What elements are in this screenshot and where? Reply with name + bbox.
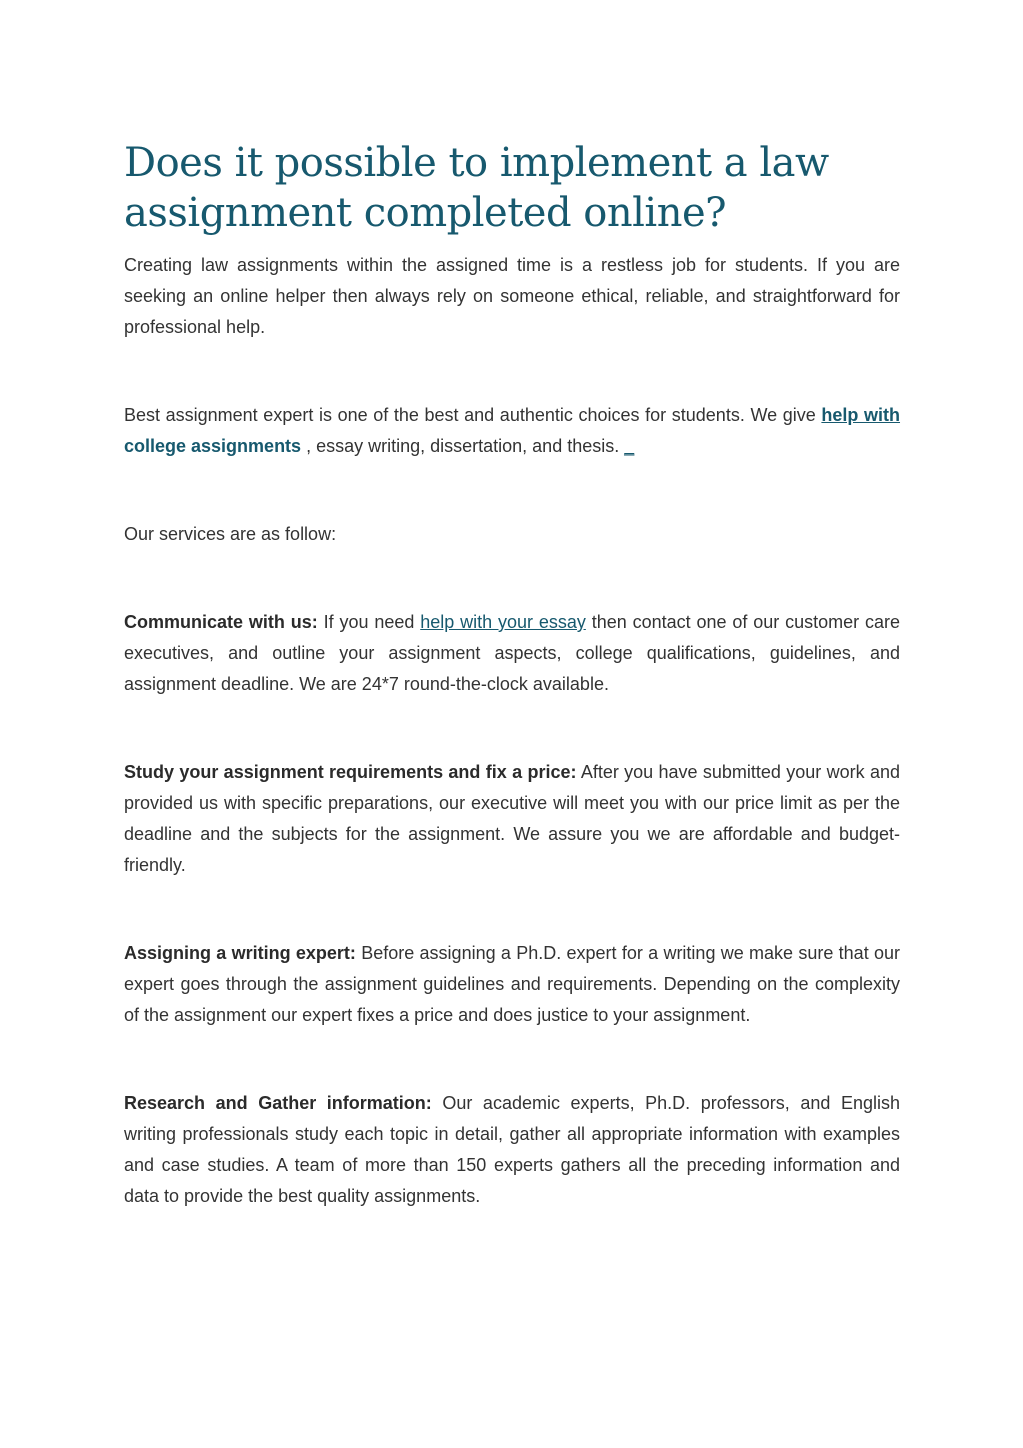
expert-text-before: Best assignment expert is one of the best and authentic choices for students. We give: [124, 405, 822, 425]
service-assigning-text: Before assigning a Ph.D. expert for a writing we make sure that our expert goes through the assignment guidelines and requirements. Depending on the complexity of the assignment our expert fixes a price and does justice to your assignment.: [124, 943, 901, 1025]
page-title: Does it possible to implement a law assignment completed online?: [124, 140, 829, 236]
service-communicate-after: then contact one of our customer care executives, and outline your assignment aspects, college qualifications, guidelines, and assignment deadline. We are 24*7 round-the-clock available.: [124, 612, 900, 694]
service-study: [124, 757, 900, 881]
service-communicate-before: If you need: [317, 612, 421, 632]
service-study-text: After you have submitted your work and provided us with specific preparations, our executive will meet you with our price limit as per the deadline and the subjects for the assignment. We assure you we are affordable and budget-friendly.: [124, 762, 900, 875]
service-communicate-heading: Communicate with us:: [124, 612, 318, 632]
expert-paragraph: [124, 400, 900, 462]
help-with-link[interactable]: help with: [821, 405, 901, 425]
service-research-heading: Research and Gather information:: [124, 1093, 432, 1113]
intro-paragraph: Creating law assignments within the assigned time is a restless job for students. If you are seeking an online helper then always rely on someone ethical, reliable, and straightforward for professional help.: [124, 255, 900, 337]
service-study-heading: Study your assignment requirements and fix a price:: [124, 762, 577, 782]
document-content: [124, 138, 900, 1212]
expert-text-after: , essay writing, dissertation, and thesis.: [301, 436, 625, 456]
college-assignments-link[interactable]: college assignments: [124, 436, 302, 456]
trailing-link[interactable]: _: [624, 436, 635, 456]
services-intro: Our services are as follow:: [124, 524, 337, 544]
service-communicate: [124, 607, 900, 700]
service-research: [124, 1088, 900, 1212]
service-assigning: [124, 938, 900, 1031]
service-research-text: Our academic experts, Ph.D. professors, and English writing professionals study each topic in detail, gather all appropriate information with examples and case studies. A team of more than 150 experts gathers all the preceding information and data to provide the best quality assignments.: [124, 1093, 900, 1206]
help-with-essay-link[interactable]: help with your essay: [420, 612, 586, 632]
service-assigning-heading: Assigning a writing expert:: [124, 943, 356, 963]
